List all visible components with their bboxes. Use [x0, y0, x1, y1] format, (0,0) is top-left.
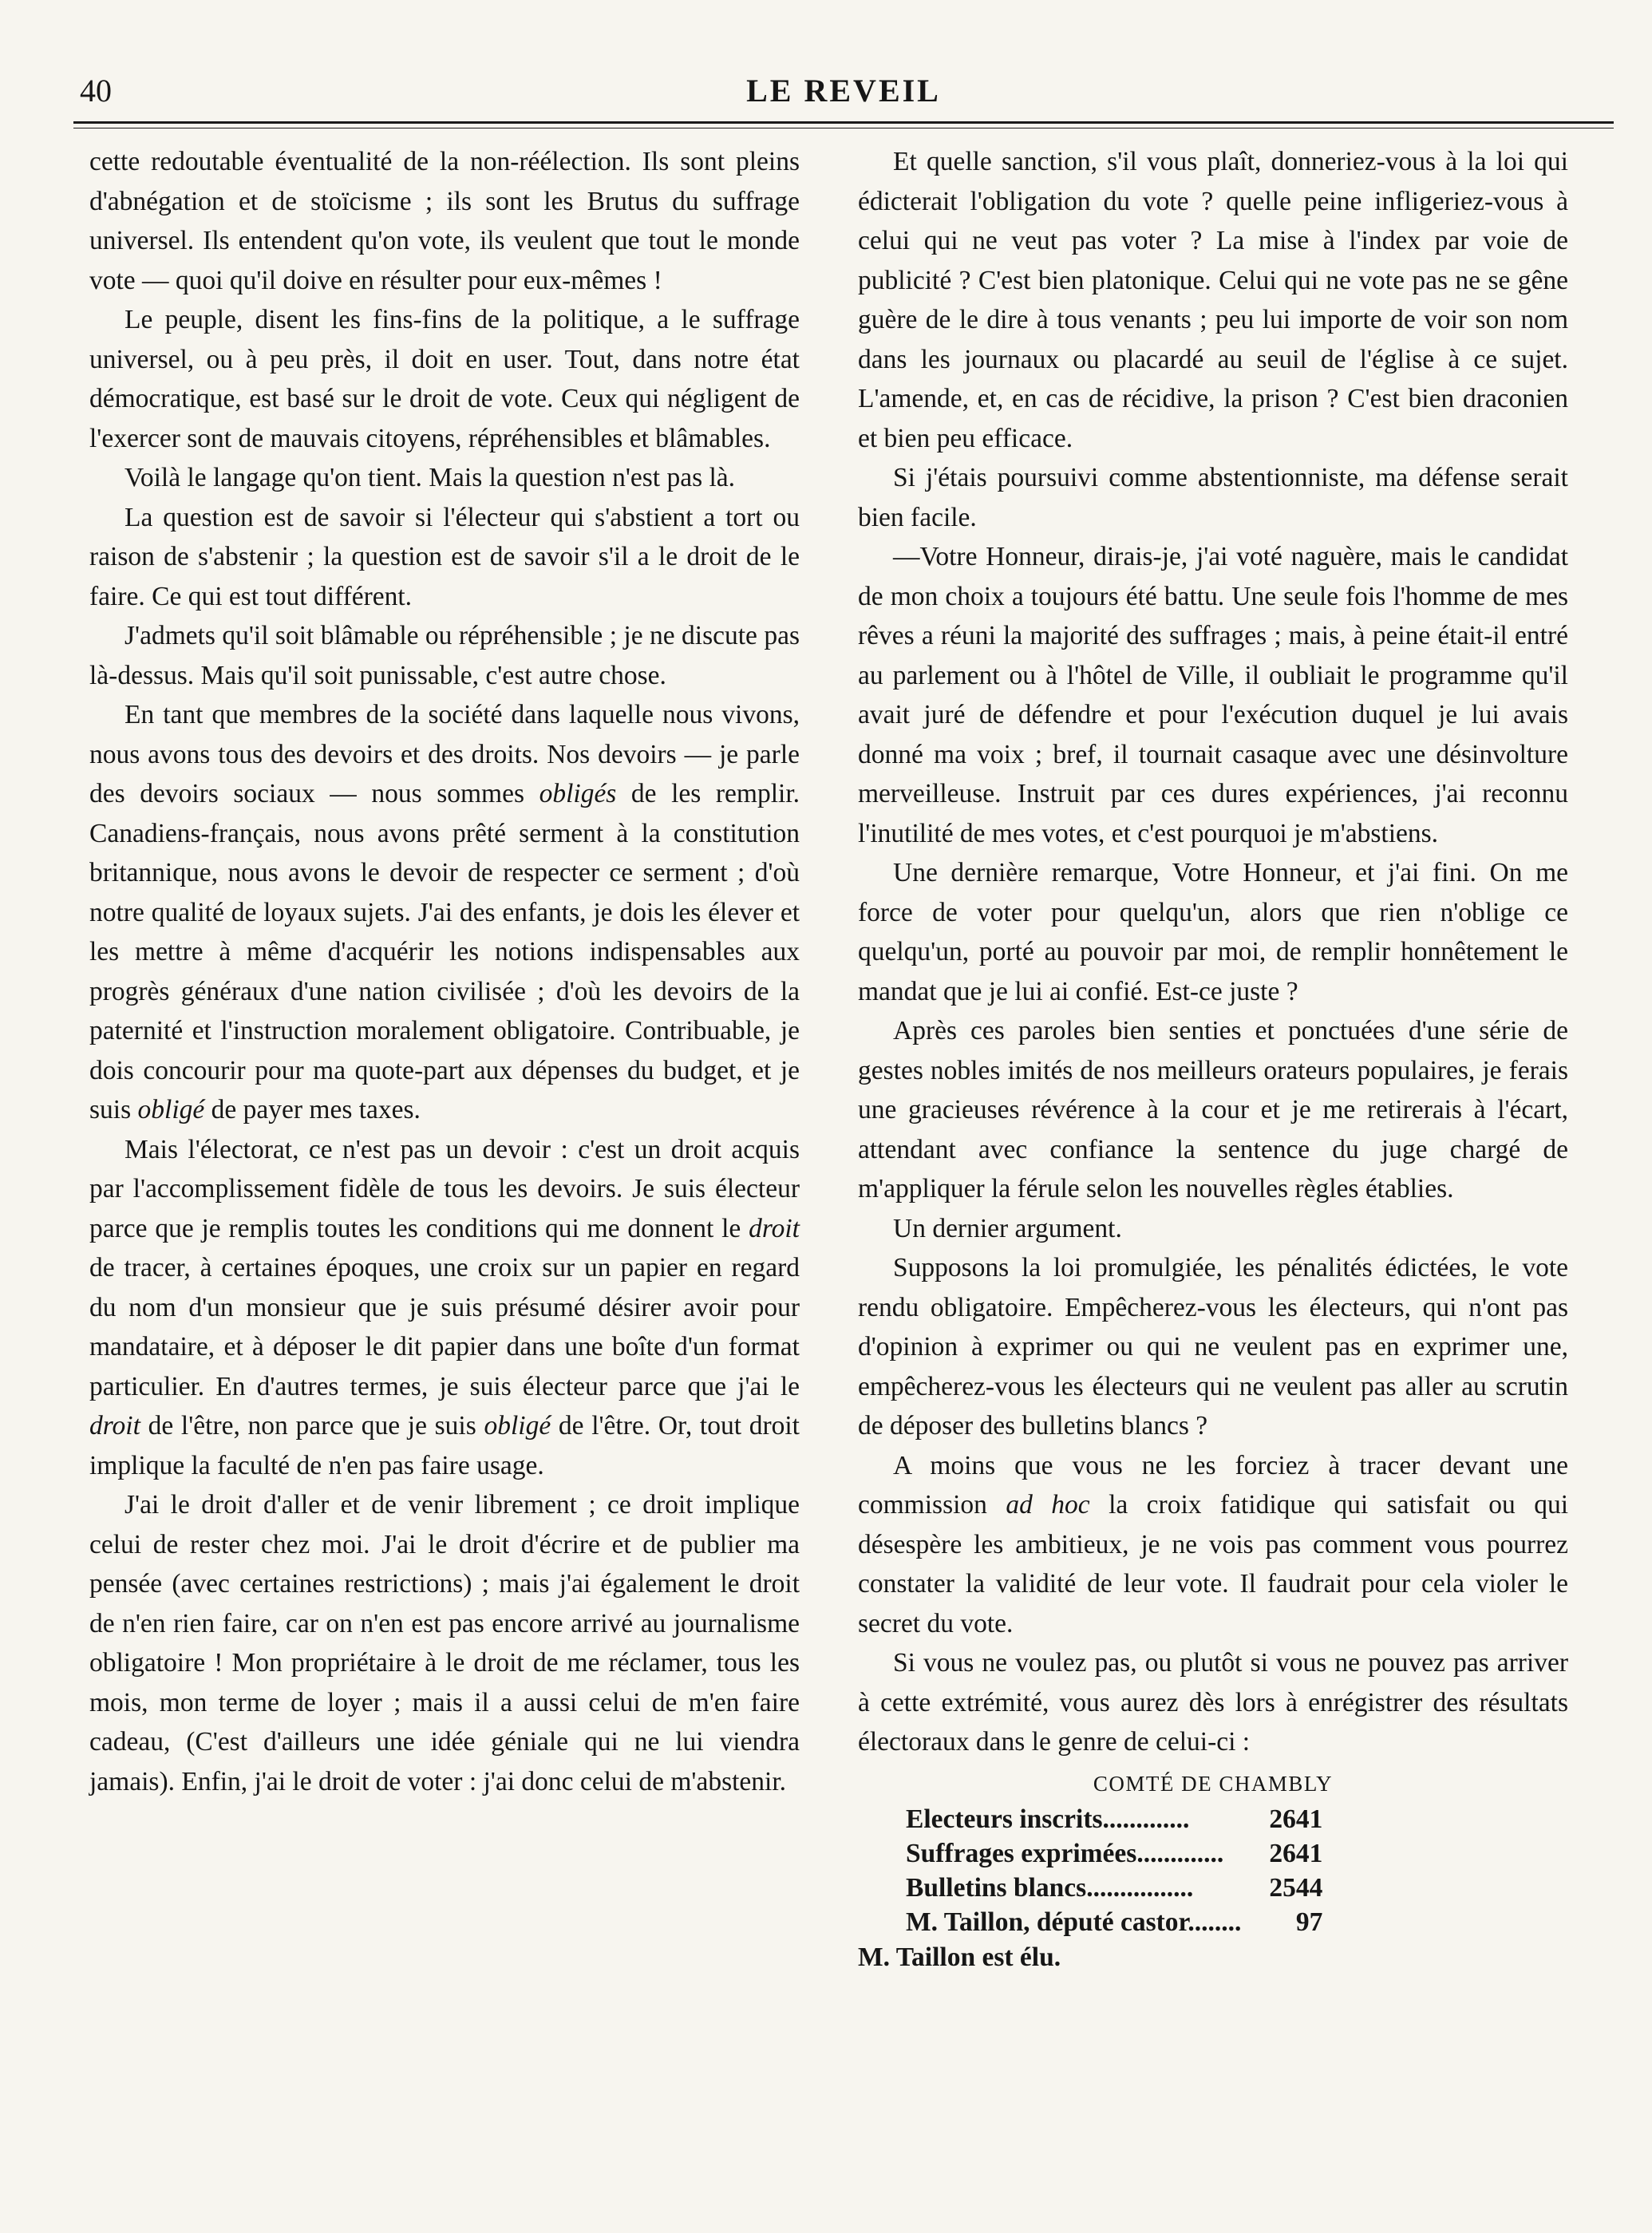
text-run: Mais l'électorat, ce n'est pas un devoir : c'est un droit acquis par l'accomplissement fidèle de tous les devoirs. Je suis électeur parce que je remplis toutes les conditions qui me donnent le — [89, 1134, 800, 1243]
emphasis: droit — [89, 1411, 140, 1441]
paragraph: J'ai le droit d'aller et de venir librement ; ce droit implique celui de rester chez moi. J'ai le droit d'écrire et de publier ma pensée (avec certaines restrictions) ; mais j'ai également le droit de n'en rien faire, car on n'en est pas encore arrivé au journalisme obligatoire ! Mon propriétaire à le droit de me réclamer, tous les mois, mon terme de loyer ; mais il a aussi celui de m'en faire cadeau, (C'est d'ailleurs une idée géniale qui ne lui viendra jamais). Enfin, j'ai le droit de voter : j'ai donc celui de m'abstenir. — [89, 1490, 800, 1796]
text-run: de les remplir. Canadiens-français, nous avons prêté serment à la constitution britannique, nous avons le devoir de respecter ce serment ; d'où notre qualité de loyaux sujets. J'ai des enfants, je dois les élever et les mettre à même d'acquérir les notions indispensables aux progrès généraux d'une nation civilisée ; d'où les devoirs de la paternité et l'instruction moralement obligatoire. Contribuable, je dois concourir pour ma quote-part aux dépenses du budget, et je suis — [89, 779, 800, 1124]
paragraph — [89, 1130, 800, 1486]
row-label: M. Taillon, député castor........ — [906, 1907, 1242, 1937]
paragraph — [858, 1446, 1568, 1644]
row-label: Electeurs inscrits............. — [906, 1804, 1190, 1834]
journal-title: LE REVEIL — [746, 73, 941, 109]
paragraph: Après ces paroles bien senties et ponctuées d'une série de gestes nobles imités de nos meilleurs orateurs populaires, je ferais une gracieuses révérence à la cour et je me retirerais à l'écart, attendant avec confiance la sentence du juge chargé de m'appliquer la férule selon les nouvelles règles établies. — [858, 1016, 1568, 1203]
row-value: 97 — [1295, 1907, 1323, 1937]
emphasis: obligés — [539, 779, 617, 808]
page-header — [73, 69, 1614, 117]
text-run: de l'être. Or, tout droit implique la faculté de n'en pas faire usage. — [89, 1411, 800, 1480]
paragraph: Une dernière remarque, Votre Honneur, et j'ai fini. On me force de voter pour quelqu'un, alors que rien n'oblige ce quelqu'un, porté au pouvoir par moi, de remplir honnêtement le mandat que je lui ai confié. Est-ce juste ? — [858, 858, 1568, 1006]
page-number: 40 — [80, 73, 112, 109]
table-row — [906, 1836, 1322, 1871]
text-run: de l'être, non parce que je suis — [140, 1411, 484, 1441]
paragraph: Voilà le langage qu'on tient. Mais la question n'est pas là. — [124, 463, 736, 492]
paragraph: Supposons la loi promulgiée, les pénalités édictées, le vote rendu obligatoire. Empêcherez-vous les électeurs, qui n'ont pas d'opinion à exprimer ou qui ne veulent pas en exprimer une, empêcherez-vous les électeurs qui ne veulent pas aller au scrutin de déposer des bulletins blancs ? — [858, 1253, 1568, 1441]
text-run: A moins que vous ne les forciez à tracer devant une commission — [858, 1450, 1568, 1520]
paragraph: Si j'étais poursuivi comme abstentionniste, ma défense serait bien facile. — [858, 463, 1568, 532]
emphasis: obligé — [137, 1095, 205, 1124]
paragraph: —Votre Honneur, dirais-je, j'ai voté naguère, mais le candidat de mon choix a toujours été battu. Une seule fois l'homme de mes rêves a réuni la majorité des suffrages ; mais, à peine était-il entré au parlement ou à l'hôtel de Ville, il oubliait le programme qu'il avait juré de défendre et pour l'exécution duquel je lui avais donné ma voix ; bref, il tournait casaque avec une désinvolture merveilleuse. Instruit par ces dures expériences, j'ai reconnu l'inutilité de mes votes, et c'est pourquoi je m'abstiens. — [858, 542, 1568, 848]
table-row — [906, 1802, 1322, 1836]
emphasis: ad hoc — [1006, 1490, 1090, 1520]
emphasis: droit — [749, 1213, 800, 1243]
row-label: Suffrages exprimées............. — [906, 1838, 1224, 1868]
paragraph: Si vous ne voulez pas, ou plutôt si vous ne pouvez pas arriver à cette extrémité, vous aurez dès lors à enrégistrer des résultats électoraux dans le genre de celui-ci : — [858, 1648, 1568, 1757]
paragraph: Le peuple, disent les fins-fins de la politique, a le suffrage universel, ou à peu près, il doit en user. Tout, dans notre état démocratique, est basé sur le droit de vote. Ceux qui négligent de l'exercer sont de mauvais citoyens, répréhensibles et blâmables. — [89, 305, 800, 453]
paragraph: Un dernier argument. — [893, 1213, 1122, 1243]
results-table-title: COMTÉ DE CHAMBLY — [1093, 1771, 1334, 1796]
text-run: de payer mes taxes. — [204, 1095, 421, 1124]
election-result: M. Taillon est élu. — [858, 1942, 1061, 1972]
text-run: la croix fatidique qui satisfait ou qui désespère les ambitieux, je ne vois pas comment vous pourrez constater la validité de leur vote. Il faudrait pour cela violer le secret du vote. — [858, 1490, 1568, 1638]
row-value: 2544 — [1269, 1872, 1323, 1903]
text-run: En tant que membres de la société dans laquelle nous vivons, nous avons tous des devoirs et des droits. Nos devoirs — je parle des devoirs sociaux — nous sommes — [89, 700, 800, 808]
row-label: Bulletins blancs................ — [906, 1872, 1194, 1903]
row-value: 2641 — [1269, 1838, 1323, 1868]
paragraph: La question est de savoir si l'électeur qui s'abstient a tort ou raison de s'abstenir ; la question est de savoir s'il a le droit de le faire. Ce qui est tout différent. — [89, 502, 800, 611]
paragraph — [89, 695, 800, 1130]
paragraph: J'admets qu'il soit blâmable ou répréhensible ; je ne discute pas là-dessus. Mais qu'il soit punissable, c'est autre chose. — [89, 621, 800, 690]
header-rule — [73, 121, 1614, 124]
text-run: de tracer, à certaines époques, une croix sur un papier en regard du nom d'un monsieur que je suis présumé désirer avoir pour mandataire, et à déposer le dit papier dans une boîte d'un format particulier. En d'autres termes, je suis électeur parce que j'ai le — [89, 1253, 800, 1401]
left-column — [89, 142, 800, 1801]
row-value: 2641 — [1269, 1804, 1323, 1834]
right-column — [858, 142, 1568, 1976]
paragraph: cette redoutable éventualité de la non-réélection. Ils sont pleins d'abnégation et de stoïcisme ; ils sont les Brutus du suffrage universel. Ils entendent qu'on vote, ils veulent que tout le monde vote — quoi qu'il doive en résulter pour eux-mêmes ! — [89, 147, 800, 295]
results-table — [906, 1802, 1322, 1939]
emphasis: obligé — [484, 1411, 551, 1441]
table-row — [906, 1871, 1322, 1905]
table-row — [906, 1905, 1322, 1939]
paragraph: Et quelle sanction, s'il vous plaît, donneriez-vous à la loi qui édicterait l'obligation du vote ? quelle peine infligeriez-vous à celui qui ne veut pas voter ? La mise à l'index par voie de publicité ? C'est bien platonique. Celui qui ne vote pas ne se gêne guère de le dire à tous venants ; peu lui importe de voir son nom dans les journaux ou placardé au seuil de l'église à ce sujet. L'amende, et, en cas de récidive, la prison ? C'est bien draconien et bien peu efficace. — [858, 147, 1568, 453]
